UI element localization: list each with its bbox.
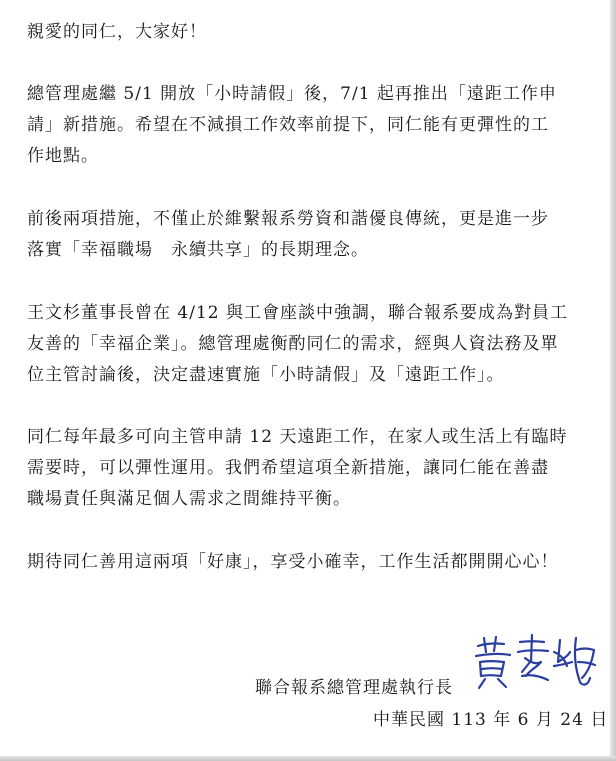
paragraph-line: 友善的「幸福企業」。總管理處衡酌同仁的需求，經與人資法務及單 bbox=[27, 334, 559, 354]
paragraph-line: 同仁每年最多可向主管申請 12 天遠距工作，在家人或生活上有臨時 bbox=[27, 427, 568, 447]
paragraph-line: 位主管討論後，決定盡速實施「小時請假」及「遠距工作」。 bbox=[27, 365, 505, 385]
page-edge-shadow-bottom bbox=[0, 756, 616, 761]
paragraph-line: 作地點。 bbox=[27, 146, 99, 166]
letter-paragraph-5 bbox=[27, 547, 593, 578]
paragraph-line: 前後兩項措施，不僅止於維繫報系勞資和諧優良傳統，更是進一步 bbox=[27, 209, 549, 229]
letter-paragraph-4 bbox=[27, 422, 593, 515]
letter-paragraph-2 bbox=[27, 204, 593, 266]
signer-title: 聯合報系總管理處執行長 bbox=[255, 678, 453, 698]
letter-paragraph-1 bbox=[27, 79, 593, 172]
letter-date: 中華民國 113 年 6 月 24 日 bbox=[373, 710, 609, 730]
letter-greeting: 親愛的同仁，大家好！ bbox=[27, 22, 207, 42]
paragraph-line: 期待同仁善用這兩項「好康」，享受小確幸，工作生活都開開心心！ bbox=[27, 552, 559, 572]
paragraph-line: 王文杉董事長曾在 4/12 與工會座談中強調，聯合報系要成為對員工 bbox=[27, 303, 568, 323]
page-edge-shadow-right bbox=[610, 0, 616, 761]
paragraph-line: 落實「幸福職場 永續共享」的長期理念。 bbox=[27, 240, 369, 260]
paragraph-line: 總管理處繼 5/1 開放「小時請假」後，7/1 起再推出「遠距工作申 bbox=[27, 84, 557, 104]
signature-strokes bbox=[476, 635, 595, 688]
paragraph-line: 需要時，可以彈性運用。我們希望這項全新措施，讓同仁能在善盡 bbox=[27, 458, 549, 478]
handwritten-signature bbox=[470, 632, 600, 694]
paragraph-line: 請」新措施。希望在不減損工作效率前提下，同仁能有更彈性的工 bbox=[27, 115, 549, 135]
letter-paragraph-3 bbox=[27, 298, 593, 391]
paragraph-line: 職場責任與滿足個人需求之間維持平衡。 bbox=[27, 489, 351, 509]
